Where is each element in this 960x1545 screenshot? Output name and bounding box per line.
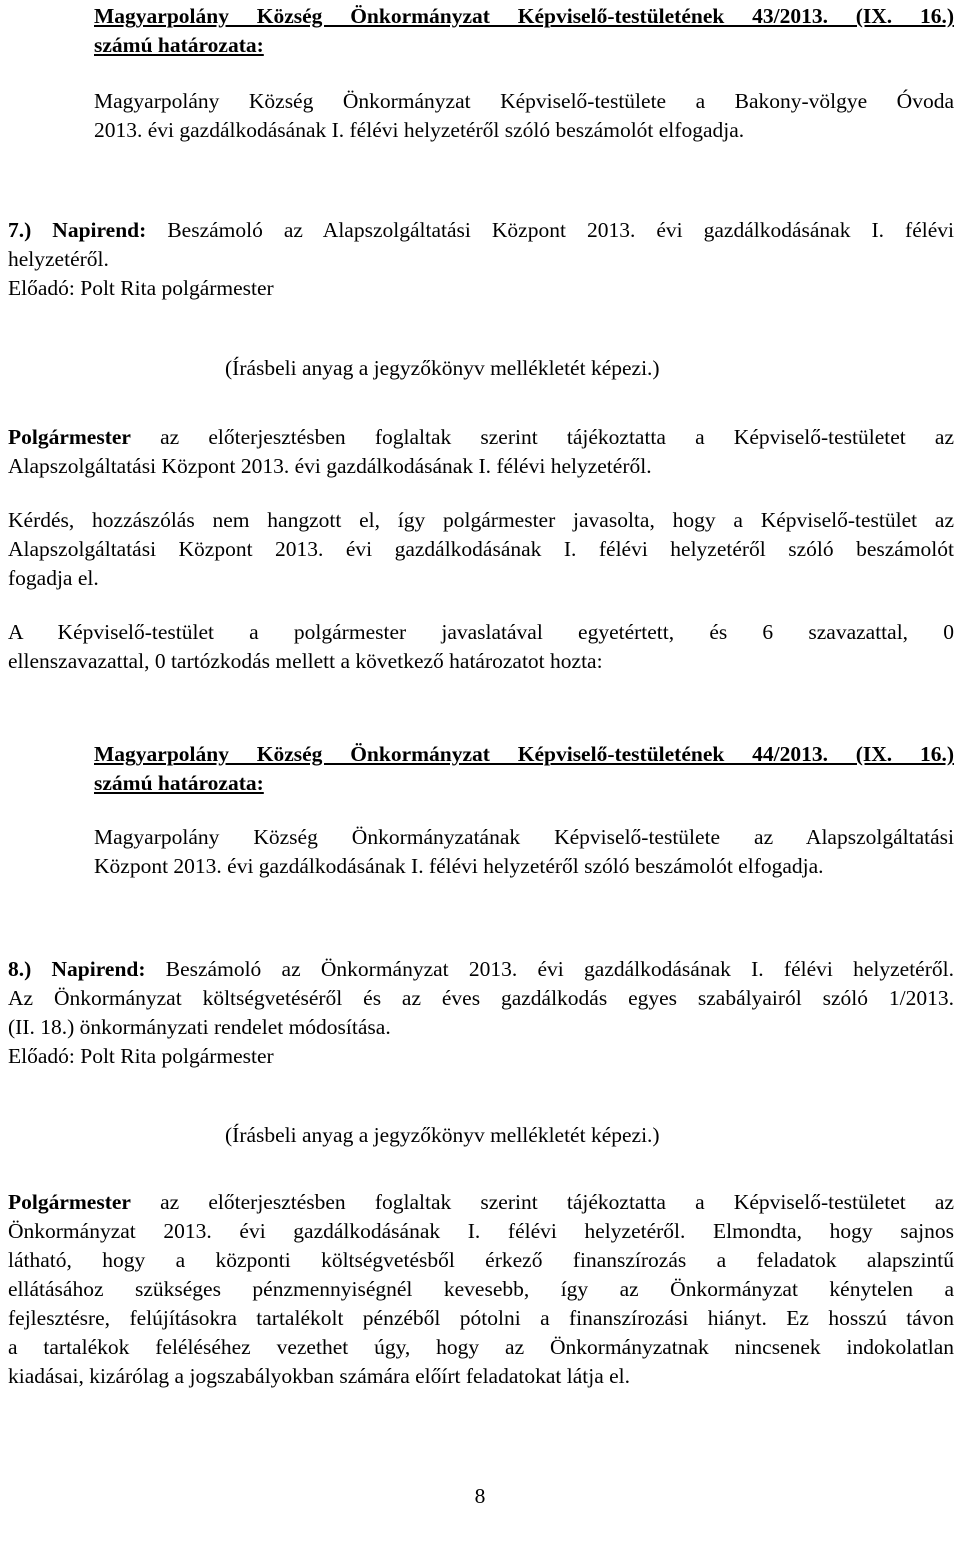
agenda-7-heading [8, 216, 954, 303]
resolution-43-text [94, 87, 954, 145]
agenda-7-mayor-line-1: az előterjesztésben foglaltak szerint tájékoztatta a Képviselő-testületet az [130, 425, 954, 449]
agenda-7-question-line-3: fogadja el. [8, 566, 99, 590]
agenda-8-text-line-2: Az Önkormányzat költségvetéséről és az éves gazdálkodás egyes szabályairól szóló 1/2013. [8, 986, 954, 1010]
resolution-44-title [94, 740, 954, 798]
agenda-8-mayor-line-6: a tartalékok feléléséhez vezethet úgy, hogy az Önkormányzatnak nincsenek indokolatlan [8, 1335, 954, 1359]
agenda-8-text-line-3: (II. 18.) önkormányzati rendelet módosítása. [8, 1015, 391, 1039]
resolution-44-text [94, 823, 954, 881]
agenda-7-presenter: Előadó: Polt Rita polgármester [8, 276, 274, 300]
agenda-7-question-line-2: Alapszolgáltatási Központ 2013. évi gazdálkodásának I. félévi helyzetéről szóló beszámolót [8, 537, 954, 561]
agenda-7-label: 7.) Napirend: [8, 218, 147, 242]
agenda-8-mayor-line-3: látható, hogy a központi költségvetésből érkező finanszírozás a feladatok alapszintű [8, 1248, 954, 1272]
resolution-43-text-line-2: 2013. évi gazdálkodásának I. félévi helyzetéről szóló beszámolót elfogadja. [94, 118, 745, 142]
agenda-8-mayor-report [8, 1188, 954, 1391]
resolution-44-text-line-1: Magyarpolány Község Önkormányzatának Képviselő-testülete az Alapszolgáltatási [94, 825, 954, 849]
page-number: 8 [474, 1484, 486, 1508]
agenda-7-vote [8, 618, 954, 676]
resolution-44-title-line-1: Magyarpolány Község Önkormányzat Képviselő-testületének 44/2013. (IX. 16.) [94, 742, 954, 766]
agenda-7-mayor-line-2: Alapszolgáltatási Központ 2013. évi gazdálkodásának I. félévi helyzetéről. [8, 454, 652, 478]
resolution-43-title-line-1: Magyarpolány Község Önkormányzat Képviselő-testületének 43/2013. (IX. 16.) [94, 4, 954, 28]
agenda-8-mayor-line-4: ellátásához szükséges pénzmennyiségnél kevesebb, így az Önkormányzat kénytelen a [8, 1277, 954, 1301]
resolution-43-title-line-2: számú határozata: [94, 33, 264, 57]
agenda-8-presenter: Előadó: Polt Rita polgármester [8, 1044, 274, 1068]
resolution-44-text-line-2: Központ 2013. évi gazdálkodásának I. félévi helyzetéről szóló beszámolót elfogadja. [94, 854, 824, 878]
agenda-7-mayor-label: Polgármester [8, 425, 131, 449]
resolution-43-text-line-1: Magyarpolány Község Önkormányzat Képviselő-testülete a Bakony-völgye Óvoda [94, 89, 954, 113]
agenda-7-question-line-1: Kérdés, hozzászólás nem hangzott el, így polgármester javasolta, hogy a Képviselő-testület az [8, 508, 954, 532]
resolution-43-title [94, 2, 954, 60]
agenda-7-question [8, 506, 954, 593]
agenda-8-label: 8.) Napirend: [8, 957, 146, 981]
resolution-44-title-line-2: számú határozata: [94, 771, 264, 795]
agenda-8-mayor-line-7: kiadásai, kizárólag a jogszabályokban számára előírt feladatokat látja el. [8, 1364, 631, 1388]
agenda-7-vote-line-1: A Képviselő-testület a polgármester javaslatával egyetértett, és 6 szavazattal, 0 [8, 620, 954, 644]
agenda-8-mayor-line-1: az előterjesztésben foglaltak szerint tájékoztatta a Képviselő-testületet az [130, 1190, 954, 1214]
agenda-8-mayor-line-5: fejlesztésre, felújításokra tartalékolt pénzéből pótolni a finanszírozási hiányt. Ez hosszú távon [8, 1306, 954, 1330]
agenda-8-heading [8, 955, 954, 1071]
agenda-7-text-line-1: Beszámoló az Alapszolgáltatási Központ 2013. évi gazdálkodásának I. félévi [146, 218, 954, 242]
agenda-7-attachment-note: (Írásbeli anyag a jegyzőkönyv mellékletét képezi.) [225, 356, 660, 380]
agenda-7-mayor-report [8, 423, 954, 481]
agenda-8-text-line-1: Beszámoló az Önkormányzat 2013. évi gazdálkodásának I. félévi helyzetéről. [145, 957, 954, 981]
agenda-8-attachment-note: (Írásbeli anyag a jegyzőkönyv mellékletét képezi.) [225, 1123, 660, 1147]
agenda-8-mayor-line-2: Önkormányzat 2013. évi gazdálkodásának I. félévi helyzetéről. Elmondta, hogy sajnos [8, 1219, 954, 1243]
agenda-7-vote-line-2: ellenszavazattal, 0 tartózkodás mellett a következő határozatot hozta: [8, 649, 603, 673]
agenda-7-text-line-2: helyzetéről. [8, 247, 109, 271]
agenda-8-mayor-label: Polgármester [8, 1190, 131, 1214]
